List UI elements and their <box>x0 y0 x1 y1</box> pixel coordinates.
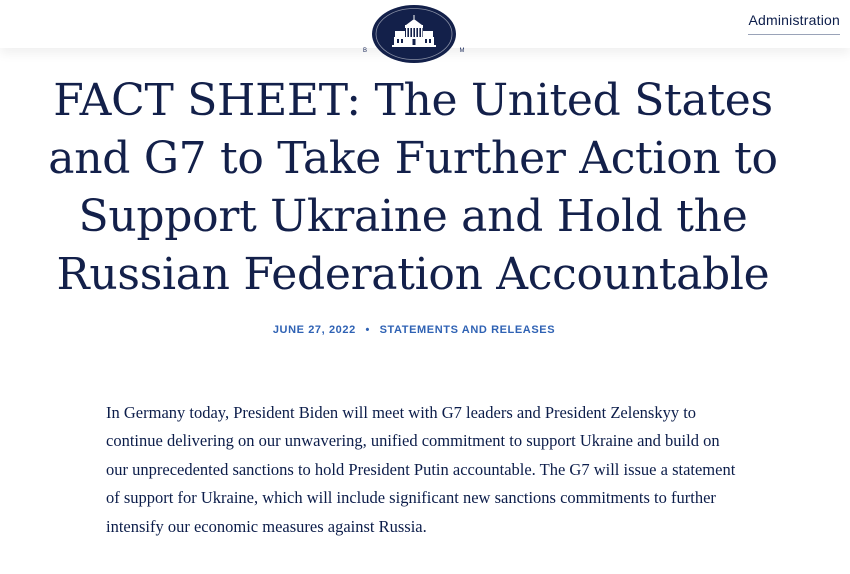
administration-link[interactable]: Administration <box>748 12 840 35</box>
meta-separator: • <box>365 324 370 336</box>
white-house-seal-icon[interactable] <box>363 4 465 64</box>
seal-graphic <box>370 4 458 64</box>
category-link[interactable]: STATEMENTS AND RELEASES <box>379 324 556 336</box>
seal-caption-left: B <box>363 48 368 54</box>
article-paragraph: In Germany today, President Biden will meet with G7 leaders and President Zelenskyy to continue delivering on our unwavering, unified commitment to support Ukraine and build on our unprecedented sanctions to hold President Putin accountable. The G7 will issue a statement of support for Ukraine, which will include significant new sanctions commitments to further intensify our economic measures against Russia. <box>106 403 736 536</box>
page-title: FACT SHEET: The United States and G7 to Take Further Action to Support Ukraine and Hold the Russian Federation Accountable <box>48 75 778 300</box>
publish-date: JUNE 27, 2022 <box>272 324 356 336</box>
seal-caption-right: M <box>459 48 465 54</box>
article-meta <box>0 324 828 336</box>
